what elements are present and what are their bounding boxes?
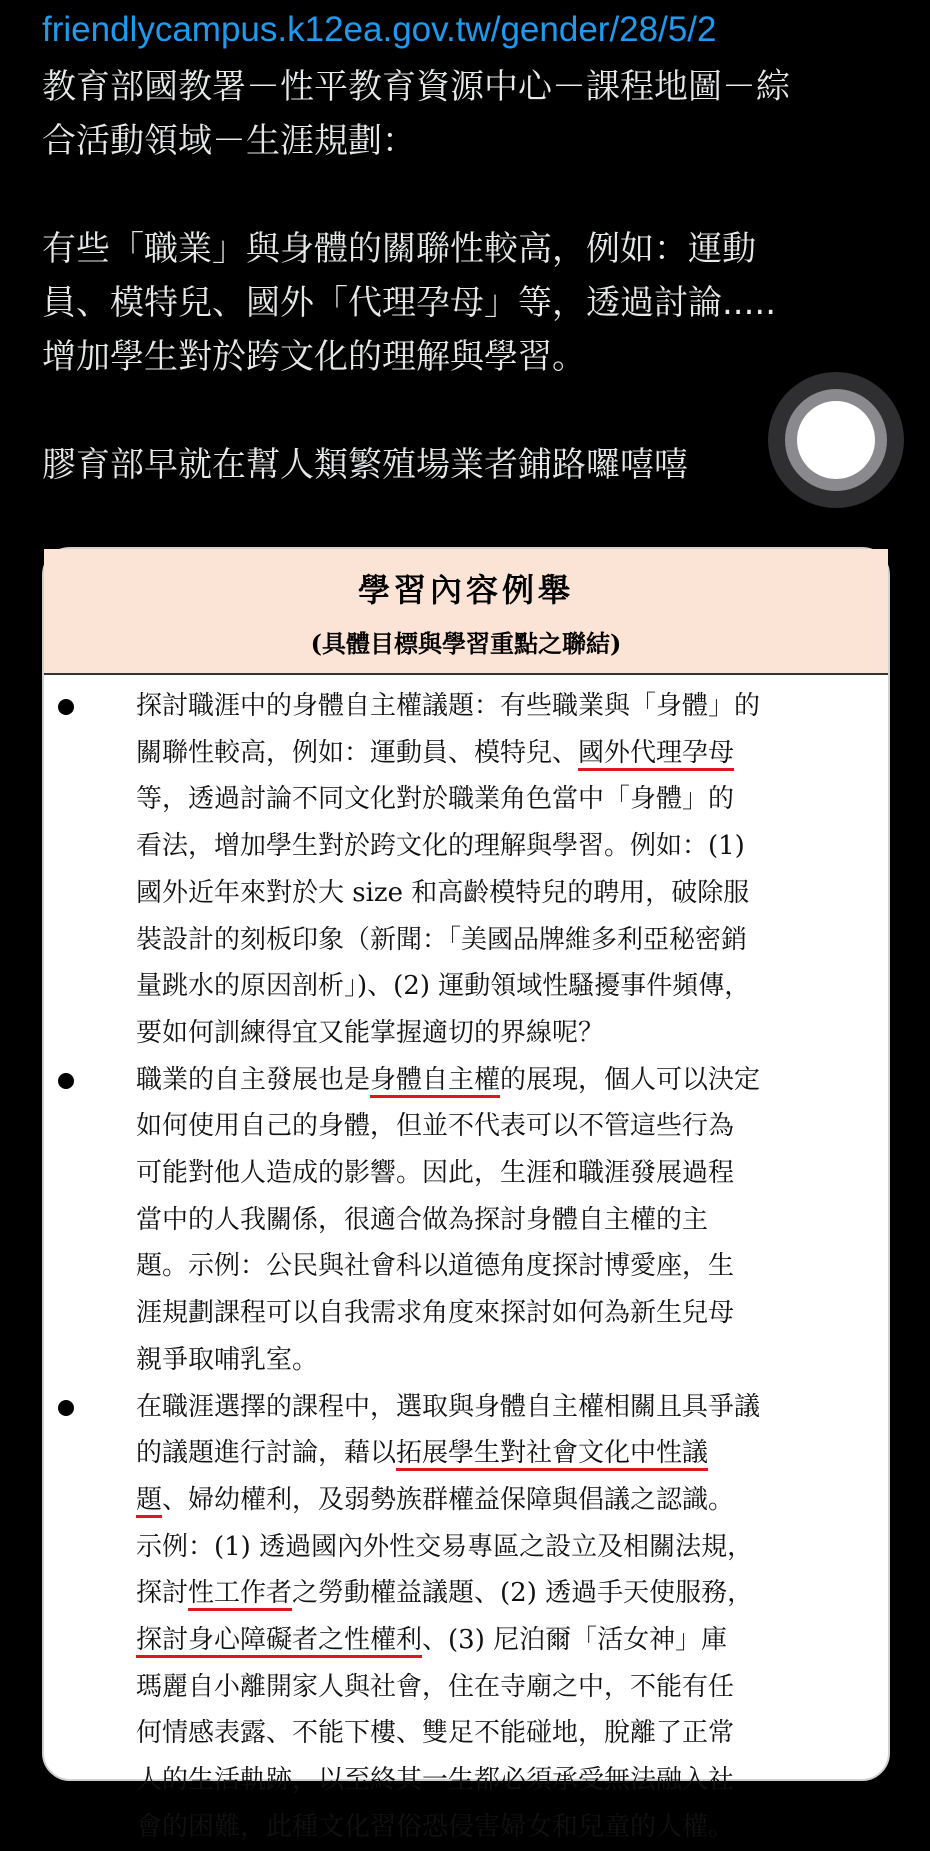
post-paragraph-2 bbox=[42, 222, 902, 384]
document-line: 當中的人我關係，很適合做為探討身體自主權的主 bbox=[136, 1204, 709, 1235]
document-line: 題、婦幼權利，及弱勢族群權益保障與倡議之認識。 bbox=[136, 1484, 735, 1515]
bullet-icon bbox=[58, 699, 74, 715]
assistive-touch-icon[interactable] bbox=[768, 372, 904, 508]
assistive-touch-ring bbox=[785, 389, 887, 491]
document-line: 示例：(1) 透過國內外性交易專區之設立及相關法規， bbox=[136, 1531, 754, 1562]
document-line: 探討職涯中的身體自主權議題：有些職業與「身體」的 bbox=[136, 691, 761, 721]
attached-image[interactable] bbox=[42, 547, 890, 1842]
document-line: 等，透過討論不同文化對於職業角色當中「身體」的 bbox=[136, 784, 735, 815]
document-item bbox=[44, 1384, 888, 1851]
document-title: 學習內容例舉 bbox=[357, 571, 574, 609]
document-line: 親爭取哺乳室。 bbox=[136, 1344, 319, 1375]
document-line: 人的生活軌跡，以至終其一生都必須承受無法融入社 bbox=[136, 1765, 735, 1796]
post-line: 教育部國教署－性平教育資源中心－課程地圖－綜 bbox=[42, 67, 790, 107]
document-line: 題。示例：公民與社會科以道德角度探討博愛座，生 bbox=[136, 1251, 735, 1282]
document-body bbox=[44, 675, 888, 1851]
bullet-icon bbox=[58, 1400, 74, 1416]
document-line: 要如何訓練得宜又能掌握適切的界線呢？ bbox=[136, 1017, 605, 1048]
red-underline-highlight: 性工作者 bbox=[188, 1578, 293, 1609]
red-underline-highlight: 題 bbox=[136, 1484, 163, 1515]
document-line: 量跳水的原因剖析」)、(2) 運動領域性騷擾事件頻傳， bbox=[136, 971, 751, 1002]
document-line: 看法，增加學生對於跨文化的理解與學習。例如：(1) bbox=[136, 831, 745, 862]
post-line: 員、模特兒、國外「代理孕母」等，透過討論..... bbox=[42, 283, 777, 323]
document-line: 職業的自主發展也是身體自主權的展現，個人可以決定 bbox=[136, 1064, 761, 1095]
document-line: 裝設計的刻板印象（新聞：「美國品牌維多利亞秘密銷 bbox=[136, 924, 748, 955]
bullet-icon bbox=[58, 1073, 74, 1089]
red-underline-highlight: 拓展學生對社會文化中性議 bbox=[396, 1438, 709, 1469]
document-line: 可能對他人造成的影響。因此，生涯和職涯發展過程 bbox=[136, 1158, 735, 1189]
post-paragraph-1 bbox=[42, 60, 902, 168]
document-item bbox=[44, 683, 888, 1057]
document-line: 國外近年來對於大 size 和高齡模特兒的聘用，破除服 bbox=[136, 877, 750, 908]
document-line: 探討性工作者之勞動權益議題、(2) 透過手天使服務， bbox=[136, 1578, 754, 1609]
document-header bbox=[44, 549, 888, 675]
red-underline-highlight: 身體自主權 bbox=[370, 1064, 501, 1095]
document-item bbox=[44, 1057, 888, 1384]
assistive-touch-core bbox=[797, 401, 875, 479]
post-line: 膠育部早就在幫人類繁殖場業者鋪路囉嘻嘻 bbox=[42, 445, 688, 485]
document-line: 何情感表露、不能下樓、雙足不能碰地，脫離了正常 bbox=[136, 1718, 735, 1749]
document-line: 瑪麗自小離開家人與社會，住在寺廟之中，不能有任 bbox=[136, 1671, 735, 1702]
post-line: 有些「職業」與身體的關聯性較高，例如：運動 bbox=[42, 229, 756, 269]
document-line: 如何使用自己的身體，但並不代表可以不管這些行為 bbox=[136, 1111, 735, 1142]
post-line: 增加學生對於跨文化的理解與學習。 bbox=[42, 337, 586, 377]
document-line: 在職涯選擇的課程中，選取與身體自主權相關且具爭議 bbox=[136, 1391, 761, 1422]
document-line: 關聯性較高，例如：運動員、模特兒、國外代理孕母 bbox=[136, 737, 735, 768]
document-line: 會的困難，此種文化習俗恐侵害婦女和兒童的人權。 bbox=[136, 1811, 735, 1842]
document-line: 涯規劃課程可以自我需求角度來探討如何為新生兒母 bbox=[136, 1298, 735, 1329]
document-subtitle: (具體目標與學習重點之聯結) bbox=[310, 629, 622, 658]
red-underline-highlight: 探討身心障礙者之性權利 bbox=[136, 1625, 423, 1656]
post-line: 合活動領域－生涯規劃： bbox=[42, 121, 416, 161]
post-link[interactable]: friendlycampus.k12ea.gov.tw/gender/28/5/2 bbox=[42, 10, 717, 49]
document-line: 的議題進行討論，藉以拓展學生對社會文化中性議 bbox=[136, 1438, 709, 1469]
document-line: 探討身心障礙者之性權利、(3) 尼泊爾「活女神」庫 bbox=[136, 1625, 728, 1656]
red-underline-highlight: 國外代理孕母 bbox=[578, 737, 735, 768]
